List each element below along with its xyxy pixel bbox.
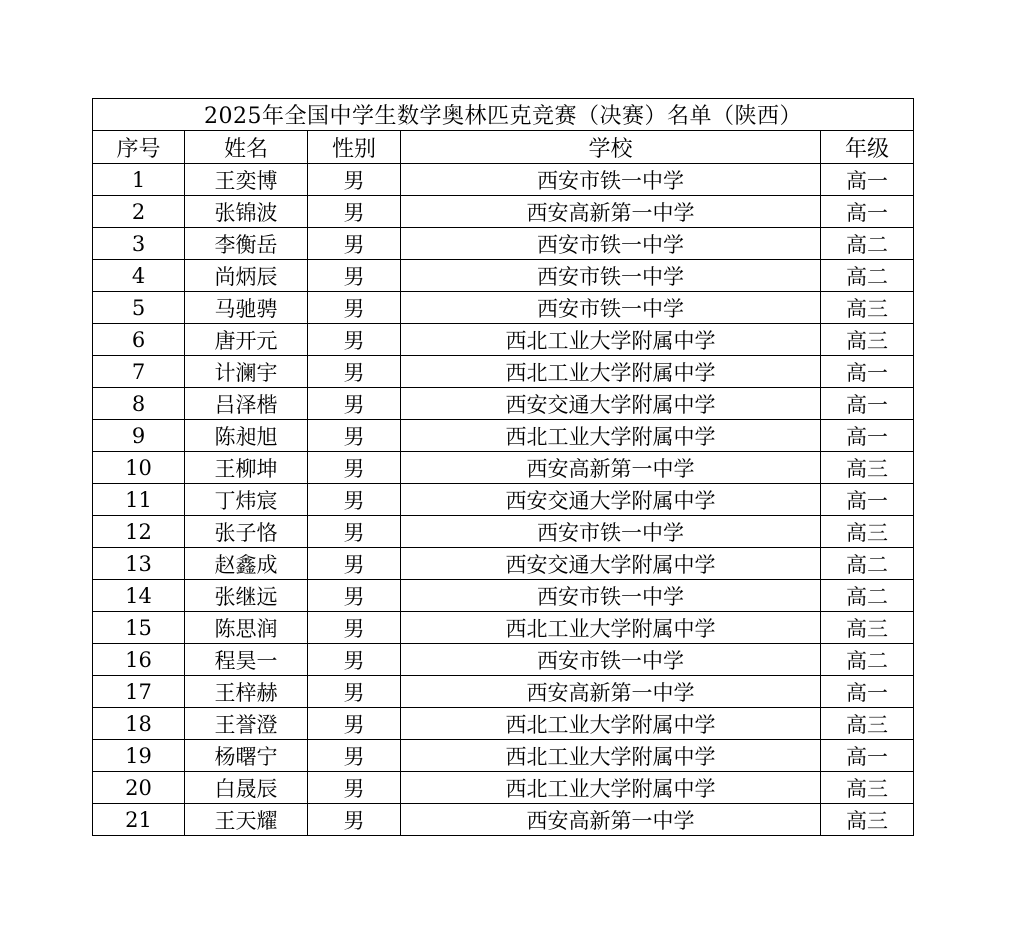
cell-grade: 高二 <box>821 260 914 292</box>
cell-school: 西北工业大学附属中学 <box>401 612 821 644</box>
cell-gender: 男 <box>308 804 401 836</box>
table-row <box>93 260 914 292</box>
cell-grade: 高一 <box>821 676 914 708</box>
cell-gender: 男 <box>308 516 401 548</box>
cell-name: 唐开元 <box>185 324 308 356</box>
cell-index: 12 <box>93 516 185 548</box>
cell-gender: 男 <box>308 388 401 420</box>
cell-gender: 男 <box>308 356 401 388</box>
cell-grade: 高三 <box>821 612 914 644</box>
table-row <box>93 196 914 228</box>
cell-index: 6 <box>93 324 185 356</box>
cell-gender: 男 <box>308 196 401 228</box>
cell-index: 4 <box>93 260 185 292</box>
table-body <box>93 164 914 836</box>
cell-index: 21 <box>93 804 185 836</box>
document-sheet <box>92 98 913 836</box>
cell-name: 李衡岳 <box>185 228 308 260</box>
cell-index: 19 <box>93 740 185 772</box>
table-title: 2025年全国中学生数学奥林匹克竞赛（决赛）名单（陕西） <box>93 99 914 131</box>
cell-name: 王天耀 <box>185 804 308 836</box>
cell-gender: 男 <box>308 772 401 804</box>
table-row <box>93 772 914 804</box>
cell-gender: 男 <box>308 644 401 676</box>
cell-school: 西北工业大学附属中学 <box>401 708 821 740</box>
cell-gender: 男 <box>308 740 401 772</box>
table-row <box>93 420 914 452</box>
cell-school: 西安市铁一中学 <box>401 260 821 292</box>
cell-grade: 高三 <box>821 452 914 484</box>
cell-name: 白晟辰 <box>185 772 308 804</box>
cell-gender: 男 <box>308 580 401 612</box>
cell-school: 西北工业大学附属中学 <box>401 356 821 388</box>
table-row <box>93 580 914 612</box>
header-name: 姓名 <box>185 131 308 164</box>
table-row <box>93 612 914 644</box>
cell-index: 10 <box>93 452 185 484</box>
cell-school: 西安市铁一中学 <box>401 516 821 548</box>
cell-school: 西安市铁一中学 <box>401 292 821 324</box>
header-row <box>93 131 914 164</box>
cell-name: 王柳坤 <box>185 452 308 484</box>
cell-grade: 高一 <box>821 484 914 516</box>
cell-name: 王梓赫 <box>185 676 308 708</box>
cell-grade: 高二 <box>821 228 914 260</box>
cell-school: 西北工业大学附属中学 <box>401 420 821 452</box>
table-row <box>93 548 914 580</box>
cell-index: 9 <box>93 420 185 452</box>
cell-school: 西安高新第一中学 <box>401 452 821 484</box>
cell-grade: 高二 <box>821 580 914 612</box>
cell-grade: 高一 <box>821 420 914 452</box>
cell-grade: 高三 <box>821 804 914 836</box>
cell-gender: 男 <box>308 452 401 484</box>
table-row <box>93 452 914 484</box>
cell-grade: 高一 <box>821 164 914 196</box>
cell-gender: 男 <box>308 228 401 260</box>
table-row <box>93 324 914 356</box>
cell-index: 2 <box>93 196 185 228</box>
title-row <box>93 99 914 131</box>
cell-school: 西安市铁一中学 <box>401 164 821 196</box>
cell-gender: 男 <box>308 612 401 644</box>
cell-index: 15 <box>93 612 185 644</box>
cell-gender: 男 <box>308 484 401 516</box>
cell-grade: 高三 <box>821 516 914 548</box>
cell-name: 赵鑫成 <box>185 548 308 580</box>
cell-name: 王奕博 <box>185 164 308 196</box>
cell-school: 西北工业大学附属中学 <box>401 740 821 772</box>
cell-gender: 男 <box>308 292 401 324</box>
cell-grade: 高一 <box>821 196 914 228</box>
header-index: 序号 <box>93 131 185 164</box>
cell-school: 西安高新第一中学 <box>401 676 821 708</box>
cell-school: 西安市铁一中学 <box>401 228 821 260</box>
cell-grade: 高三 <box>821 292 914 324</box>
cell-grade: 高一 <box>821 388 914 420</box>
cell-index: 7 <box>93 356 185 388</box>
cell-name: 陈昶旭 <box>185 420 308 452</box>
cell-index: 16 <box>93 644 185 676</box>
table-row <box>93 356 914 388</box>
table-row <box>93 740 914 772</box>
cell-grade: 高一 <box>821 740 914 772</box>
cell-name: 张继远 <box>185 580 308 612</box>
cell-index: 3 <box>93 228 185 260</box>
cell-name: 尚炳辰 <box>185 260 308 292</box>
cell-gender: 男 <box>308 420 401 452</box>
cell-gender: 男 <box>308 708 401 740</box>
cell-school: 西北工业大学附属中学 <box>401 324 821 356</box>
cell-school: 西安交通大学附属中学 <box>401 484 821 516</box>
cell-index: 17 <box>93 676 185 708</box>
cell-index: 11 <box>93 484 185 516</box>
cell-name: 王誉澄 <box>185 708 308 740</box>
cell-name: 丁炜宸 <box>185 484 308 516</box>
cell-index: 1 <box>93 164 185 196</box>
table-row <box>93 644 914 676</box>
roster-table <box>92 98 914 836</box>
cell-school: 西安市铁一中学 <box>401 580 821 612</box>
cell-index: 14 <box>93 580 185 612</box>
table-row <box>93 164 914 196</box>
cell-school: 西北工业大学附属中学 <box>401 772 821 804</box>
cell-index: 8 <box>93 388 185 420</box>
cell-school: 西安交通大学附属中学 <box>401 548 821 580</box>
cell-school: 西安高新第一中学 <box>401 804 821 836</box>
table-row <box>93 484 914 516</box>
cell-name: 计澜宇 <box>185 356 308 388</box>
table-row <box>93 292 914 324</box>
cell-name: 张子恪 <box>185 516 308 548</box>
cell-grade: 高三 <box>821 708 914 740</box>
cell-gender: 男 <box>308 676 401 708</box>
cell-name: 马驰骋 <box>185 292 308 324</box>
cell-name: 杨曙宁 <box>185 740 308 772</box>
cell-grade: 高二 <box>821 548 914 580</box>
cell-name: 程昊一 <box>185 644 308 676</box>
cell-gender: 男 <box>308 548 401 580</box>
header-school: 学校 <box>401 131 821 164</box>
cell-grade: 高二 <box>821 644 914 676</box>
table-row <box>93 228 914 260</box>
table-row <box>93 516 914 548</box>
cell-grade: 高三 <box>821 772 914 804</box>
header-grade: 年级 <box>821 131 914 164</box>
table-row <box>93 708 914 740</box>
table-row <box>93 676 914 708</box>
cell-index: 5 <box>93 292 185 324</box>
cell-index: 18 <box>93 708 185 740</box>
cell-index: 13 <box>93 548 185 580</box>
cell-school: 西安交通大学附属中学 <box>401 388 821 420</box>
cell-index: 20 <box>93 772 185 804</box>
cell-gender: 男 <box>308 164 401 196</box>
cell-name: 张锦波 <box>185 196 308 228</box>
cell-name: 吕泽楷 <box>185 388 308 420</box>
cell-school: 西安高新第一中学 <box>401 196 821 228</box>
cell-grade: 高一 <box>821 356 914 388</box>
header-gender: 性别 <box>308 131 401 164</box>
cell-name: 陈思润 <box>185 612 308 644</box>
cell-grade: 高三 <box>821 324 914 356</box>
cell-gender: 男 <box>308 324 401 356</box>
cell-gender: 男 <box>308 260 401 292</box>
table-row <box>93 804 914 836</box>
cell-school: 西安市铁一中学 <box>401 644 821 676</box>
table-row <box>93 388 914 420</box>
